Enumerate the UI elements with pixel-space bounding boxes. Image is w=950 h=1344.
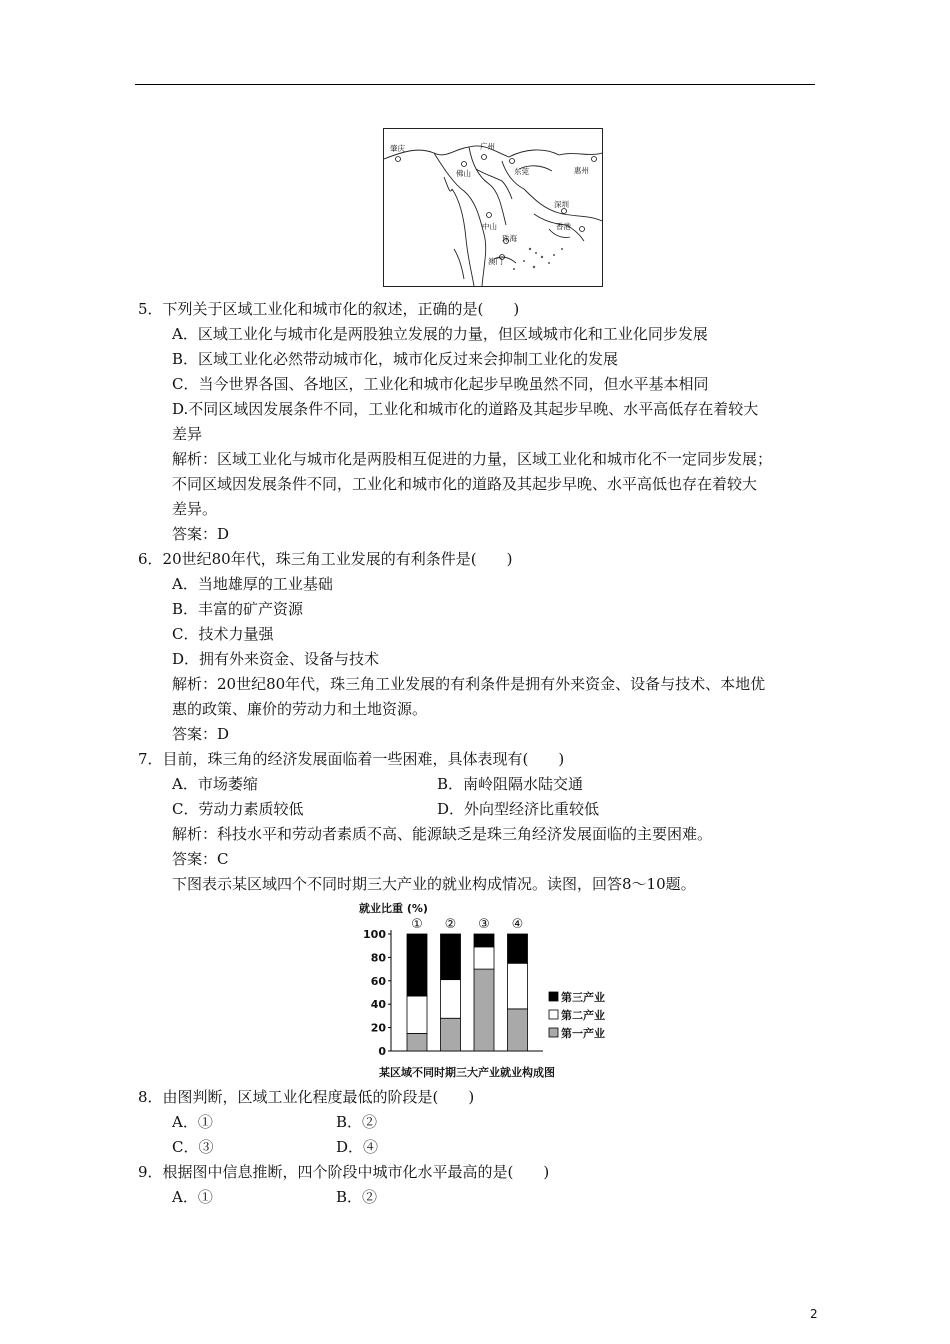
y-tick-label: 20	[370, 1021, 386, 1035]
q5-option-c: C．当今世界各国、各地区，工业化和城市化起步早晚虽然不同，但水平基本相同	[172, 375, 709, 393]
q6-explanation-cont: 惠的政策、廉价的劳动力和土地资源。	[172, 700, 428, 718]
map-label-foshan: 佛山	[456, 169, 471, 178]
category-label: ②	[444, 917, 457, 932]
legend-swatch	[549, 992, 558, 1001]
category-label: ④	[511, 917, 524, 932]
map-drawing	[384, 129, 602, 286]
q7-stem: 7．目前，珠三角的经济发展面临着一些困难，具体表现有( )	[138, 750, 565, 768]
page-number: 2	[810, 1307, 818, 1321]
employment-structure-chart	[355, 898, 625, 1083]
bar-segment-2	[508, 963, 528, 1009]
map-label-zhaoqing: 肇庆	[390, 144, 405, 153]
q6-answer: 答案：D	[172, 725, 230, 743]
category-label: ③	[478, 917, 490, 932]
q7-option-d: D．外向型经济比重较低	[437, 800, 600, 818]
y-tick-label: 60	[370, 974, 386, 988]
header-rule	[135, 84, 815, 85]
chart-intro: 下图表示某区域四个不同时期三大产业的就业构成情况。读图，回答8～10题。	[172, 875, 696, 893]
map-label-guangzhou: 广州	[480, 142, 495, 151]
bar-segment-1	[407, 1033, 427, 1051]
q6-stem: 6．20世纪80年代，珠三角工业发展的有利条件是( )	[138, 550, 513, 568]
legend-swatch	[549, 1010, 558, 1019]
q5-option-d-cont: 差异	[172, 425, 203, 443]
bar-segment-1	[441, 1018, 461, 1051]
bar-segment-3	[474, 934, 494, 947]
legend-label: 第一产业	[561, 1027, 605, 1040]
map-label-hongkong: 香港	[556, 222, 571, 231]
q5-option-a: A．区域工业化与城市化是两股独立发展的力量，但区域城市化和工业化同步发展	[172, 325, 708, 343]
q6-option-d: D．拥有外来资金、设备与技术	[172, 650, 380, 668]
q6-explanation: 解析：20世纪80年代，珠三角工业发展的有利条件是拥有外来资金、设备与技术、本地优	[172, 675, 766, 693]
q5-explanation: 解析：区域工业化与城市化是两股相互促进的力量，区域工业化和城市化不一定同步发展；	[172, 450, 773, 468]
q9-stem: 9．根据图中信息推断，四个阶段中城市化水平最高的是( )	[138, 1163, 550, 1181]
q5-explanation-cont: 不同区域因发展条件不同，工业化和城市化的道路及其起步早晚、水平高低也存在着较大	[172, 475, 758, 493]
y-tick-label: 80	[370, 951, 386, 965]
q9-option-a: A．①	[172, 1188, 213, 1206]
q5-explanation-end: 差异。	[172, 500, 218, 518]
q5-answer: 答案：D	[172, 525, 230, 543]
bar-segment-2	[474, 947, 494, 969]
q5-option-b: B．区域工业化必然带动城市化，城市化反过来会抑制工业化的发展	[172, 350, 619, 368]
bar-segment-2	[407, 996, 427, 1033]
pearl-river-delta-map	[383, 128, 603, 287]
y-tick-label: 100	[363, 928, 386, 941]
map-label-shenzhen: 深圳	[554, 200, 569, 209]
q9-option-b: B．②	[336, 1188, 378, 1206]
y-tick-label: 40	[370, 998, 386, 1012]
map-label-zhuhai: 珠海	[502, 234, 517, 243]
bar-segment-3	[441, 934, 461, 980]
chart-svg	[355, 898, 625, 1083]
q8-option-a: A．①	[172, 1113, 213, 1131]
map-label-zhongshan: 中山	[482, 222, 497, 231]
chart-ylabel: 就业比重 (%)	[359, 902, 428, 915]
bar-segment-1	[508, 1009, 528, 1051]
q7-explanation: 解析：科技水平和劳动者素质不高、能源缺乏是珠三角经济发展面临的主要困难。	[172, 825, 713, 843]
legend-swatch	[549, 1028, 558, 1037]
q8-option-c: C．③	[172, 1138, 214, 1156]
map-label-macao: 澳门	[488, 257, 503, 266]
q7-answer: 答案：C	[172, 850, 229, 868]
legend-label: 第三产业	[561, 991, 605, 1004]
q8-stem: 8．由图判断，区域工业化程度最低的阶段是( )	[138, 1088, 475, 1106]
bar-segment-2	[441, 980, 461, 1019]
legend-label: 第二产业	[561, 1009, 605, 1022]
map-label-dongguan: 东莞	[514, 167, 529, 176]
q7-option-c: C．劳动力素质较低	[172, 800, 304, 818]
q8-option-d: D．④	[336, 1138, 379, 1156]
bar-segment-1	[474, 969, 494, 1051]
bar-segment-3	[508, 934, 528, 963]
q6-option-a: A．当地雄厚的工业基础	[172, 575, 333, 593]
y-tick-label: 0	[378, 1045, 386, 1058]
category-label: ①	[411, 917, 423, 932]
bar-segment-3	[407, 934, 427, 996]
q5-option-d: D.不同区域因发展条件不同，工业化和城市化的道路及其起步早晚、水平高低存在着较大	[172, 400, 759, 418]
q5-stem: 5．下列关于区域工业化和城市化的叙述，正确的是( )	[138, 300, 520, 318]
q7-option-a: A．市场萎缩	[172, 775, 258, 793]
q6-option-c: C．技术力量强	[172, 625, 274, 643]
q7-option-b: B．南岭阻隔水陆交通	[437, 775, 584, 793]
q6-option-b: B．丰富的矿产资源	[172, 600, 304, 618]
chart-title: 某区域不同时期三大产业就业构成图	[379, 1066, 555, 1079]
q8-option-b: B．②	[336, 1113, 378, 1131]
map-label-huizhou: 惠州	[574, 166, 589, 175]
